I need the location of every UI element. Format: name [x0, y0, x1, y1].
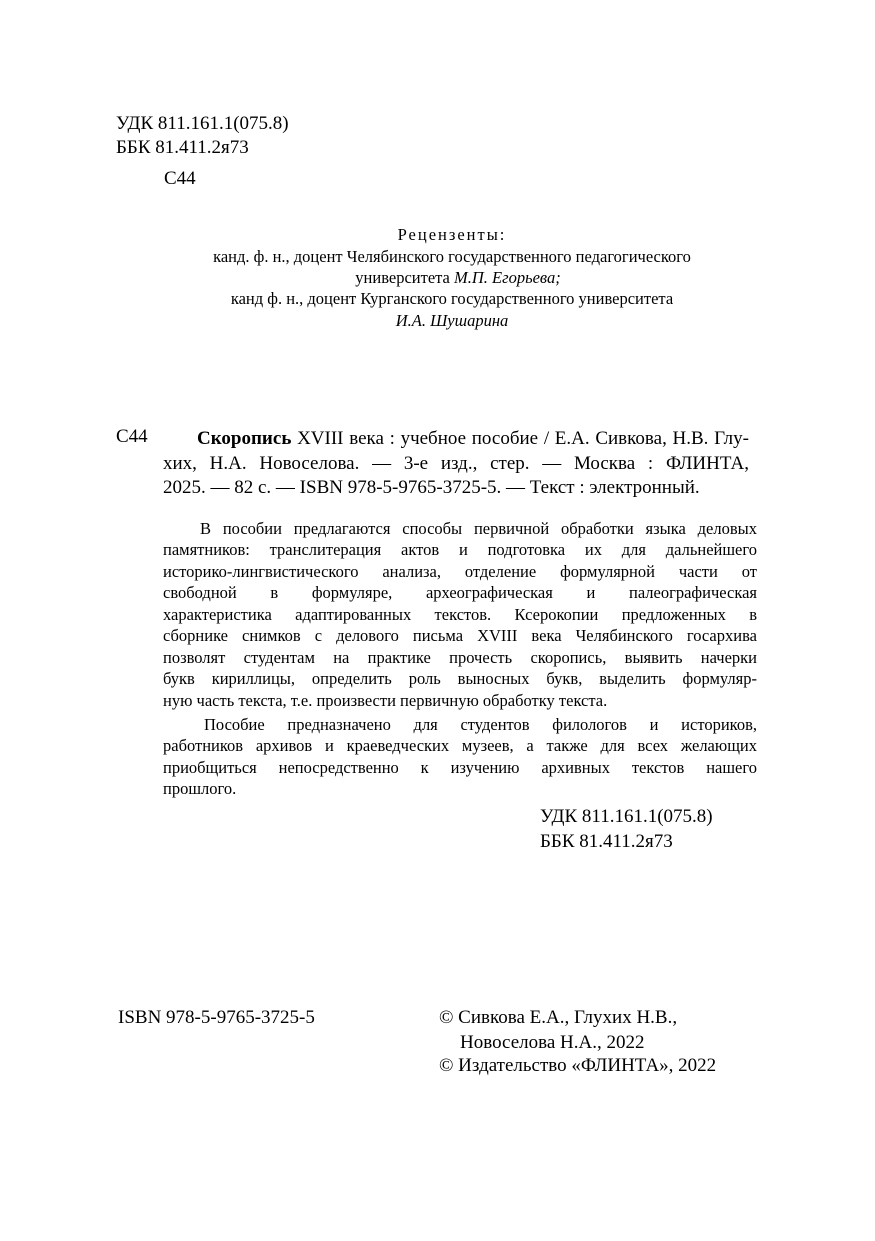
citation-line-1: Скоропись XVIII века : учебное пособие / Е.А. Сивкова, Н.В. Глу-: [197, 428, 749, 449]
footer-copyright-authors-2: Новоселова Н.А., 2022: [460, 1032, 645, 1053]
reviewer-2-line-1: канд ф. н., доцент Курганского государственного университета: [230, 289, 674, 308]
abstract-line: прошлого.: [163, 779, 237, 798]
abstract-line: букв кириллицы, определить роль выносных букв, выделить формуляр-: [163, 669, 757, 688]
citation-title: Скоропись: [197, 428, 292, 449]
abstract-line: сборнике снимков с делового письма XVIII века Челябинского госархива: [163, 626, 757, 645]
abstract-line: характеристика адаптированных текстов. Ксерокопии предложенных в: [163, 605, 757, 624]
abstract-line: памятников: транслитерация актов и подготовка их для дальнейшего: [163, 540, 757, 559]
reviewer-1-line-2: университета М.П. Егорьева;: [355, 268, 561, 287]
reviewer-2-name: И.А. Шушарина: [395, 311, 509, 330]
citation-line-2: хих, Н.А. Новоселова. — 3-е изд., стер. — Москва : ФЛИНТА,: [163, 453, 749, 474]
abstract-line: В пособии предлагаются способы первичной обработки языка деловых: [200, 519, 757, 538]
header-udk: УДК 811.161.1(075.8): [116, 113, 289, 134]
reviewer-1-name: М.П. Егорьева;: [454, 268, 561, 287]
footer-isbn: ISBN 978-5-9765-3725-5: [118, 1007, 315, 1028]
header-bbk: ББК 81.411.2я73: [116, 137, 249, 158]
reviewers-title: Рецензенты:: [397, 225, 507, 244]
classification-udk: УДК 811.161.1(075.8): [540, 806, 713, 827]
abstract-line: ную часть текста, т.е. произвести первичную обработку текста.: [163, 691, 608, 710]
citation-code: С44: [116, 426, 148, 447]
abstract-line: работников архивов и краеведческих музеев, а также для всех желающих: [163, 736, 757, 755]
reviewer-1-line-1: канд. ф. н., доцент Челябинского государственного педагогического: [213, 247, 691, 266]
abstract-line: свободной в формуляре, археографическая и палеографическая: [163, 583, 757, 602]
footer-copyright-publisher: © Издательство «ФЛИНТА», 2022: [439, 1055, 717, 1076]
abstract-line: историко-лингвистического анализа, отделение формулярной части от: [163, 562, 757, 581]
footer-copyright-authors-1: © Сивкова Е.А., Глухих Н.В.,: [439, 1007, 678, 1028]
header-code: С44: [164, 168, 196, 189]
classification-bbk: ББК 81.411.2я73: [540, 831, 673, 852]
abstract-line: приобщиться непосредственно к изучению архивных текстов нашего: [163, 758, 757, 777]
citation-line-3: 2025. — 82 с. — ISBN 978-5-9765-3725-5. — Текст : электронный.: [163, 477, 700, 498]
abstract-line: Пособие предназначено для студентов филологов и историков,: [204, 715, 757, 734]
abstract-line: позволят студентам на практике прочесть скоропись, выявить начерки: [163, 648, 757, 667]
